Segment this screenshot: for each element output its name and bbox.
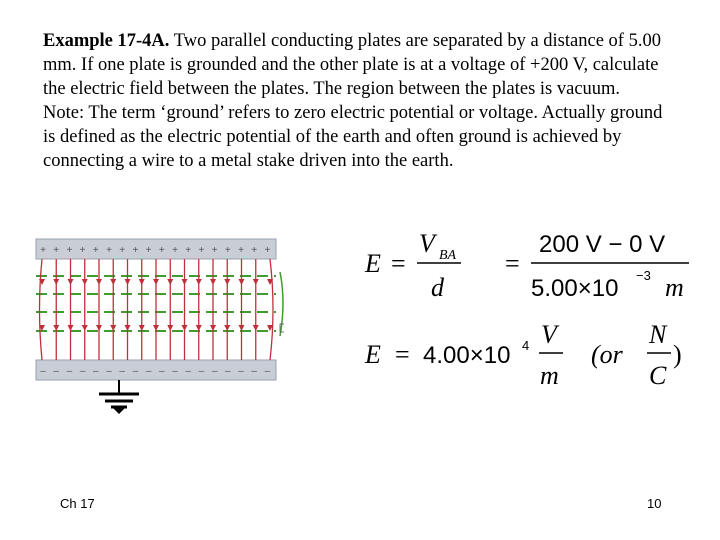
parallel-plates-diagram <box>34 232 284 417</box>
minus-charge-mark: – <box>93 366 99 377</box>
plus-charge-mark: + <box>79 245 86 256</box>
field-arrow <box>210 279 216 285</box>
eq2-equals: = <box>395 340 410 369</box>
minus-charge-mark: – <box>53 366 59 377</box>
field-arrow <box>167 279 173 285</box>
eq1-equals: = <box>391 249 406 278</box>
plus-charge-mark: + <box>92 245 99 256</box>
eq1-lhs: E <box>365 249 381 278</box>
minus-charge-mark: – <box>225 366 231 377</box>
plus-charge-mark: + <box>264 245 271 256</box>
eq1-num1: V <box>419 229 435 258</box>
equation-field-result <box>355 318 695 393</box>
eq2-lhs: E <box>365 340 381 369</box>
eq2-den-a: m <box>540 361 559 390</box>
eq1-den2-unit: m <box>665 273 684 302</box>
field-arrow <box>110 279 116 285</box>
equipotential-edge-curve <box>280 272 283 336</box>
field-lines <box>39 259 273 360</box>
footer-chapter: Ch 17 <box>60 496 95 511</box>
plus-charge-mark: + <box>211 245 218 256</box>
minus-charge-mark: – <box>264 366 271 377</box>
plus-charge-mark: + <box>40 245 46 256</box>
plus-charge-mark: + <box>53 245 60 256</box>
minus-charge-mark: – <box>40 366 46 377</box>
field-arrow <box>139 279 145 285</box>
plus-charge-mark: + <box>224 245 231 256</box>
minus-charge-mark: – <box>132 366 139 377</box>
field-arrow <box>153 279 159 285</box>
plus-charge-mark: + <box>198 245 205 256</box>
plus-charge-mark: + <box>238 245 244 256</box>
eq1-equals2: = <box>505 249 520 278</box>
plus-charge-mark: + <box>145 245 152 256</box>
minus-charge-mark: – <box>145 366 152 377</box>
plus-charge-mark: + <box>106 245 112 256</box>
field-arrow <box>253 279 259 285</box>
minus-charge-mark: – <box>119 366 125 377</box>
field-arrow <box>96 279 102 285</box>
equipotential-lines <box>36 272 283 336</box>
minus-charge-mark: – <box>66 366 73 377</box>
minus-charge-mark: – <box>198 366 205 377</box>
minus-charge-mark: – <box>211 366 218 377</box>
eq1-den1: d <box>431 273 444 302</box>
problem-note: Note: The term ‘ground’ refers to zero electric potential or voltage. Actually ground is defined as the electric potential of the earth and often ground is achieved by connecting a wire to a metal stake driven into the earth. <box>43 103 663 171</box>
field-arrow <box>82 325 88 331</box>
plus-charge-mark: + <box>119 245 126 256</box>
field-arrow <box>68 279 74 285</box>
minus-charge-mark: – <box>172 366 178 377</box>
eq2-num-a: V <box>541 320 557 349</box>
ground-symbol-icon <box>99 380 139 414</box>
minus-charge-mark: – <box>79 366 86 377</box>
field-arrow <box>224 279 230 285</box>
eq1-den2-base: 5.00×10 <box>531 275 619 302</box>
problem-body: Two parallel conducting plates are separated by a distance of 5.00 mm. If one plate is grounded and the other plate is at a voltage of +200 V, calculate the electric field between the plates. The region between the plates is vacuum. <box>43 31 661 99</box>
problem-text <box>43 29 673 173</box>
plus-charge-mark: + <box>158 245 165 256</box>
minus-charge-mark: – <box>106 366 112 377</box>
field-arrow <box>53 279 59 285</box>
plus-charge-mark: + <box>132 245 139 256</box>
equation-field-definition <box>355 222 695 307</box>
field-line <box>40 259 43 360</box>
eq2-exp: 4 <box>522 338 530 353</box>
plus-charge-mark: + <box>185 245 192 256</box>
field-arrow <box>196 279 202 285</box>
eq1-num1-sub: BA <box>439 248 457 263</box>
field-line <box>270 259 273 360</box>
field-arrow <box>239 279 245 285</box>
footer-page-number: 10 <box>647 496 662 511</box>
example-title: Example 17-4A. <box>43 31 170 51</box>
plus-charge-mark: + <box>66 245 73 256</box>
problem-statement <box>43 29 673 101</box>
eq2-num-b: N <box>649 320 667 349</box>
eq2-value: 4.00×10 <box>423 342 511 369</box>
plus-charge-mark: + <box>172 245 178 256</box>
field-arrow <box>182 279 188 285</box>
minus-charge-mark: – <box>238 366 244 377</box>
eq1-den2-exp: −3 <box>636 268 651 283</box>
plus-charge-mark: + <box>251 245 258 256</box>
minus-charge-mark: – <box>185 366 191 377</box>
eq2-or: (or <box>591 340 623 369</box>
field-arrow <box>125 279 131 285</box>
eq2-close-paren: ) <box>673 340 682 369</box>
eq2-den-b: C <box>649 361 667 390</box>
field-arrow <box>82 279 88 285</box>
minus-charge-mark: – <box>251 366 257 377</box>
eq1-num2: 200 V − 0 V <box>539 231 666 258</box>
minus-charge-mark: – <box>159 366 165 377</box>
